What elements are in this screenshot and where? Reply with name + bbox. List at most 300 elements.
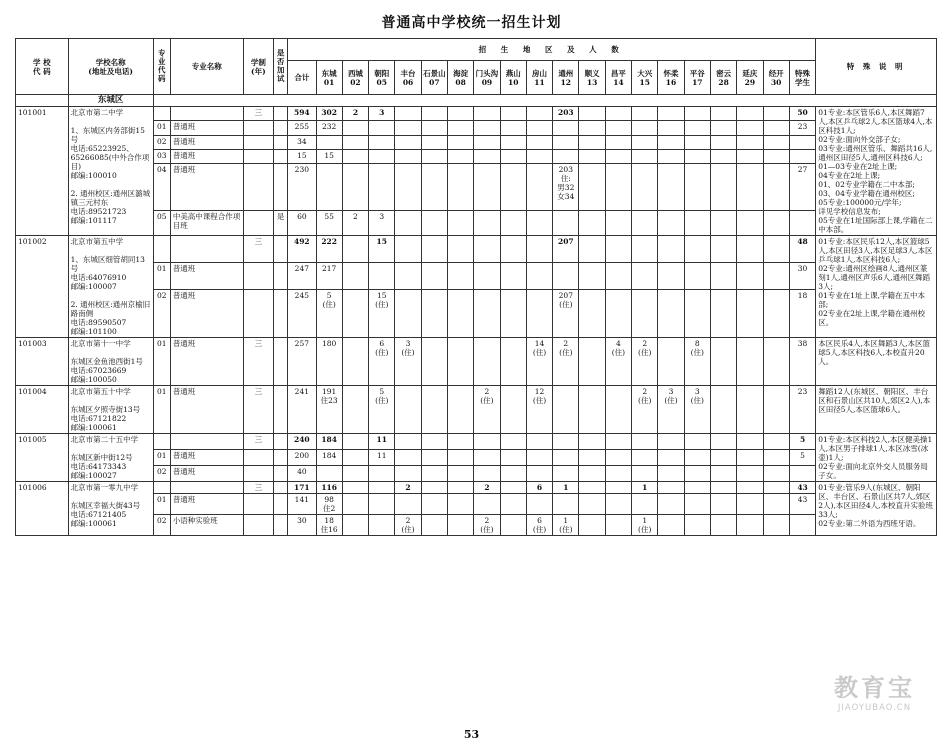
major-name: 普通班 <box>170 338 243 386</box>
district-count-15 <box>632 107 658 121</box>
district-count-09 <box>474 107 500 121</box>
district-count-06 <box>395 450 421 466</box>
district-count-01: 222 <box>316 236 342 263</box>
district-count-07 <box>421 121 447 135</box>
district-count-30 <box>763 121 789 135</box>
district-count-15: 2 (住) <box>632 386 658 434</box>
district-count-28 <box>710 210 736 235</box>
district-count-10 <box>500 482 526 494</box>
district-count-09 <box>474 210 500 235</box>
district-count-12: 203 <box>553 107 579 121</box>
district-count-14 <box>605 210 631 235</box>
district-count-02 <box>342 450 368 466</box>
district-count-09 <box>474 121 500 135</box>
district-count-06 <box>395 236 421 263</box>
district-count-29 <box>737 263 763 290</box>
district-count-07 <box>421 263 447 290</box>
major-name: 普通班 <box>170 263 243 290</box>
major-code: 04 <box>153 164 170 211</box>
district-count-11 <box>526 263 552 290</box>
district-count-13 <box>579 338 605 386</box>
extra-test <box>274 149 288 163</box>
special-students <box>789 515 815 536</box>
extra-test <box>274 121 288 135</box>
major-code: 01 <box>153 121 170 135</box>
table-row <box>16 236 937 263</box>
district-count-29 <box>737 149 763 163</box>
school-length <box>243 149 273 163</box>
district-count-06: 2 <box>395 482 421 494</box>
district-count-01: 116 <box>316 482 342 494</box>
district-count-08 <box>447 466 473 482</box>
district-count-16 <box>658 450 684 466</box>
special-students: 5 <box>789 450 815 466</box>
table-row <box>16 450 937 466</box>
district-count-14 <box>605 149 631 163</box>
school-info: 北京市第一零九中学 东城区幸福大街43号 电话:67121405 邮编:100061 <box>68 482 153 536</box>
district-count-13 <box>579 290 605 338</box>
district-count-12 <box>553 135 579 149</box>
district-count-11 <box>526 210 552 235</box>
school-info: 北京市第五中学 1、东城区细管胡同13号 电话:64076910 邮编:100007 2. 通州校区:通州京榆旧路南侧 电话:89590507 邮编:101100 <box>68 236 153 338</box>
district-count-16 <box>658 482 684 494</box>
district-count-14 <box>605 236 631 263</box>
district-count-28 <box>710 482 736 494</box>
district-count-17 <box>684 107 710 121</box>
header-district-15: 大兴 15 <box>632 61 658 95</box>
district-count-01: 5 (住) <box>316 290 342 338</box>
header-district-09: 门头沟 09 <box>474 61 500 95</box>
district-count-30 <box>763 107 789 121</box>
district-count-28 <box>710 494 736 515</box>
district-count-12: 1 (住) <box>553 515 579 536</box>
district-count-30 <box>763 450 789 466</box>
special-students: 5 <box>789 434 815 450</box>
district-count-14: 4 (住) <box>605 338 631 386</box>
header-district-29: 延庆 29 <box>737 61 763 95</box>
district-count-14 <box>605 121 631 135</box>
district-count-29 <box>737 164 763 211</box>
district-count-05: 6 (住) <box>369 338 395 386</box>
district-count-13 <box>579 210 605 235</box>
district-count-06 <box>395 121 421 135</box>
header-district-11: 房山 11 <box>526 61 552 95</box>
district-count-17 <box>684 263 710 290</box>
special-students <box>789 210 815 235</box>
district-count-15 <box>632 236 658 263</box>
district-count-07 <box>421 386 447 434</box>
district-count-10 <box>500 434 526 450</box>
district-count-12: 207 (住) <box>553 290 579 338</box>
district-count-01: 184 <box>316 450 342 466</box>
total-count: 492 <box>288 236 316 263</box>
district-count-12 <box>553 466 579 482</box>
district-count-16 <box>658 263 684 290</box>
district-count-14 <box>605 135 631 149</box>
district-count-13 <box>579 121 605 135</box>
district-count-17 <box>684 121 710 135</box>
district-count-29 <box>737 135 763 149</box>
district-count-28 <box>710 149 736 163</box>
district-count-07 <box>421 466 447 482</box>
district-count-12 <box>553 149 579 163</box>
district-count-06 <box>395 466 421 482</box>
district-count-01: 184 <box>316 434 342 450</box>
district-count-11: 14 (住) <box>526 338 552 386</box>
district-count-12 <box>553 386 579 434</box>
district-count-14 <box>605 482 631 494</box>
table-row <box>16 515 937 536</box>
district-count-06 <box>395 434 421 450</box>
district-count-07 <box>421 164 447 211</box>
header-major-code: 专业代码 <box>153 39 170 95</box>
district-count-10 <box>500 386 526 434</box>
school-code: 101001 <box>16 107 69 236</box>
district-count-17 <box>684 210 710 235</box>
district-count-05 <box>369 135 395 149</box>
district-count-29 <box>737 515 763 536</box>
district-count-28 <box>710 135 736 149</box>
district-count-08 <box>447 515 473 536</box>
district-count-28 <box>710 450 736 466</box>
table-row <box>16 107 937 121</box>
major-code <box>153 107 170 121</box>
major-name: 小语种实验班 <box>170 515 243 536</box>
school-length: 三 <box>243 338 273 386</box>
district-count-29 <box>737 434 763 450</box>
special-students: 23 <box>789 121 815 135</box>
extra-test: 是 <box>274 210 288 235</box>
extra-test <box>274 494 288 515</box>
special-students: 38 <box>789 338 815 386</box>
header-district-28: 密云 28 <box>710 61 736 95</box>
district-count-16 <box>658 121 684 135</box>
district-count-07 <box>421 494 447 515</box>
district-count-10 <box>500 263 526 290</box>
district-count-30 <box>763 290 789 338</box>
school-code: 101003 <box>16 338 69 386</box>
major-code: 01 <box>153 338 170 386</box>
district-count-17 <box>684 482 710 494</box>
district-count-15 <box>632 210 658 235</box>
major-name: 中美高中课程合作项目班 <box>170 210 243 235</box>
district-count-15 <box>632 450 658 466</box>
header-district-07: 石景山 07 <box>421 61 447 95</box>
school-length <box>243 121 273 135</box>
extra-test <box>274 236 288 263</box>
district-count-13 <box>579 236 605 263</box>
table-row <box>16 164 937 211</box>
district-count-11: 6 <box>526 482 552 494</box>
district-count-28 <box>710 434 736 450</box>
district-count-02 <box>342 494 368 515</box>
district-count-10 <box>500 466 526 482</box>
district-count-10 <box>500 338 526 386</box>
district-count-12 <box>553 210 579 235</box>
total-count: 60 <box>288 210 316 235</box>
district-count-01: 18 住16 <box>316 515 342 536</box>
district-count-28 <box>710 107 736 121</box>
special-students <box>789 466 815 482</box>
district-count-08 <box>447 135 473 149</box>
major-code: 01 <box>153 450 170 466</box>
district-count-05 <box>369 164 395 211</box>
district-count-13 <box>579 107 605 121</box>
district-count-05: 15 (住) <box>369 290 395 338</box>
district-count-02 <box>342 482 368 494</box>
district-count-17 <box>684 494 710 515</box>
district-count-29 <box>737 450 763 466</box>
school-length <box>243 450 273 466</box>
district-count-02 <box>342 515 368 536</box>
district-count-08 <box>447 290 473 338</box>
district-count-07 <box>421 515 447 536</box>
district-count-11: 6 (住) <box>526 515 552 536</box>
district-count-13 <box>579 263 605 290</box>
header-total: 合计 <box>288 61 316 95</box>
district-count-11 <box>526 434 552 450</box>
school-length <box>243 263 273 290</box>
school-length <box>243 494 273 515</box>
district-count-06 <box>395 386 421 434</box>
district-count-15 <box>632 121 658 135</box>
district-count-11 <box>526 149 552 163</box>
table-row <box>16 386 937 434</box>
header-district-title: 招 生 地 区 及 人 数 <box>288 39 816 61</box>
district-count-28 <box>710 515 736 536</box>
district-count-09 <box>474 466 500 482</box>
district-count-14 <box>605 450 631 466</box>
district-count-13 <box>579 515 605 536</box>
district-count-17 <box>684 434 710 450</box>
district-count-01: 217 <box>316 263 342 290</box>
district-count-06: 2 (住) <box>395 515 421 536</box>
school-length <box>243 210 273 235</box>
district-count-08 <box>447 338 473 386</box>
district-count-09 <box>474 434 500 450</box>
table-row <box>16 466 937 482</box>
district-count-14 <box>605 466 631 482</box>
district-count-12 <box>553 263 579 290</box>
major-name: 普通班 <box>170 290 243 338</box>
district-count-06 <box>395 210 421 235</box>
total-count: 30 <box>288 515 316 536</box>
extra-test <box>274 482 288 494</box>
district-count-07 <box>421 434 447 450</box>
district-count-12: 1 <box>553 482 579 494</box>
school-length <box>243 135 273 149</box>
header-district-05: 朝阳 05 <box>369 61 395 95</box>
district-count-05 <box>369 466 395 482</box>
total-count: 255 <box>288 121 316 135</box>
special-students: 43 <box>789 482 815 494</box>
enrollment-plan-table <box>15 38 937 536</box>
total-count: 594 <box>288 107 316 121</box>
district-count-09: 2 <box>474 482 500 494</box>
special-notes: 01专业:本区科技2人,本区健美操1人,本区男子排球1人,本区冰雪(冰壶)1人; 02专业:面向北京外交人员服务局子女。 <box>816 434 937 482</box>
major-code: 01 <box>153 263 170 290</box>
district-count-02 <box>342 236 368 263</box>
district-count-10 <box>500 494 526 515</box>
district-count-09 <box>474 290 500 338</box>
district-count-13 <box>579 135 605 149</box>
district-count-09 <box>474 149 500 163</box>
header-district-17: 平谷 17 <box>684 61 710 95</box>
major-name: 普通班 <box>170 135 243 149</box>
special-students: 30 <box>789 263 815 290</box>
district-count-01 <box>316 466 342 482</box>
header-district-10: 燕山 10 <box>500 61 526 95</box>
table-row <box>16 263 937 290</box>
page-title: 普通高中学校统一招生计划 <box>381 15 562 31</box>
major-name: 普通班 <box>170 466 243 482</box>
district-count-16 <box>658 494 684 515</box>
special-students: 27 <box>789 164 815 211</box>
district-count-08 <box>447 386 473 434</box>
district-count-08 <box>447 210 473 235</box>
district-count-01: 191 住23 <box>316 386 342 434</box>
district-count-12: 2 (住) <box>553 338 579 386</box>
header-school-code: 学 校 代 码 <box>16 39 69 95</box>
major-name: 普通班 <box>170 164 243 211</box>
district-count-01: 180 <box>316 338 342 386</box>
district-count-29 <box>737 290 763 338</box>
district-count-08 <box>447 121 473 135</box>
district-count-29 <box>737 121 763 135</box>
district-count-30 <box>763 135 789 149</box>
district-count-10 <box>500 135 526 149</box>
district-count-30 <box>763 494 789 515</box>
header-school-name: 学校名称 (地址及电话) <box>68 39 153 95</box>
district-count-05: 3 <box>369 107 395 121</box>
district-count-29 <box>737 494 763 515</box>
district-count-05 <box>369 263 395 290</box>
school-length <box>243 515 273 536</box>
district-count-29 <box>737 466 763 482</box>
district-section-label: 东城区 <box>68 95 153 107</box>
district-count-13 <box>579 149 605 163</box>
district-count-05 <box>369 149 395 163</box>
district-count-01 <box>316 164 342 211</box>
district-count-17: 3 (住) <box>684 386 710 434</box>
school-length: 三 <box>243 434 273 450</box>
major-code: 02 <box>153 135 170 149</box>
district-count-11 <box>526 290 552 338</box>
major-code: 01 <box>153 386 170 434</box>
header-special-students: 特殊 学生 <box>789 61 815 95</box>
table-row <box>16 121 937 135</box>
district-count-29 <box>737 107 763 121</box>
district-count-16 <box>658 164 684 211</box>
district-count-11 <box>526 494 552 515</box>
district-count-13 <box>579 494 605 515</box>
district-count-01 <box>316 135 342 149</box>
district-count-15 <box>632 263 658 290</box>
header-district-01: 东城 01 <box>316 61 342 95</box>
major-code: 01 <box>153 494 170 515</box>
district-count-28 <box>710 338 736 386</box>
district-count-09 <box>474 135 500 149</box>
header-district-02: 西城 02 <box>342 61 368 95</box>
district-count-15 <box>632 494 658 515</box>
district-count-12 <box>553 494 579 515</box>
table-row <box>16 338 937 386</box>
district-count-11 <box>526 466 552 482</box>
district-count-07 <box>421 149 447 163</box>
district-count-29 <box>737 210 763 235</box>
district-count-02 <box>342 434 368 450</box>
district-count-06 <box>395 135 421 149</box>
major-code: 05 <box>153 210 170 235</box>
district-count-30 <box>763 466 789 482</box>
district-count-16 <box>658 466 684 482</box>
district-count-05: 15 <box>369 236 395 263</box>
district-count-12: 203 住: 男32 女34 <box>553 164 579 211</box>
district-count-30 <box>763 164 789 211</box>
district-count-05 <box>369 121 395 135</box>
district-count-28 <box>710 121 736 135</box>
district-count-16 <box>658 149 684 163</box>
district-section-blank <box>16 95 69 107</box>
table-row <box>16 434 937 450</box>
district-count-28 <box>710 386 736 434</box>
header-district-12: 通州 12 <box>553 61 579 95</box>
district-count-02 <box>342 466 368 482</box>
district-count-29 <box>737 482 763 494</box>
table-row <box>16 290 937 338</box>
district-count-14 <box>605 434 631 450</box>
watermark <box>812 668 937 713</box>
district-section-row <box>16 95 937 107</box>
district-count-02 <box>342 121 368 135</box>
page-number: 53 <box>463 728 480 741</box>
school-length: 三 <box>243 236 273 263</box>
district-count-05: 5 (住) <box>369 386 395 434</box>
table-row <box>16 135 937 149</box>
district-count-10 <box>500 164 526 211</box>
district-count-13 <box>579 450 605 466</box>
district-count-28 <box>710 164 736 211</box>
school-info: 北京市第二中学 1、东城区内务部街15号 电话:65223925、65266085(中外合作项目) 邮编:100010 2. 通州校区:通州区潞城镇三元村东 电话:89521723 邮编:101117 <box>68 107 153 236</box>
district-count-09 <box>474 338 500 386</box>
special-notes: 本区民乐4人,本区舞蹈3人,本区篮球5人,本区科技6人,本校直升20人。 <box>816 338 937 386</box>
district-section-fill <box>153 95 936 107</box>
district-count-11 <box>526 164 552 211</box>
total-count: 241 <box>288 386 316 434</box>
district-count-29 <box>737 236 763 263</box>
extra-test <box>274 386 288 434</box>
extra-test <box>274 164 288 211</box>
header-district-30: 经开 30 <box>763 61 789 95</box>
district-count-17 <box>684 515 710 536</box>
special-notes: 01专业:本区民乐12人,本区篮球5人,本区田径3人,本区足球3人,本区乒乓球1人,本区科技6人; 02专业:通州区绘画8人,通州区篆刻1人,通州区声乐6人,通州区舞蹈3人; 01专业在1址上课,学籍在五中本部; 02专业在2址上课,学籍在通州校区。 <box>816 236 937 338</box>
extra-test <box>274 263 288 290</box>
district-count-09 <box>474 450 500 466</box>
extra-test <box>274 515 288 536</box>
district-count-08 <box>447 450 473 466</box>
district-count-08 <box>447 482 473 494</box>
district-count-01: 55 <box>316 210 342 235</box>
district-count-07 <box>421 450 447 466</box>
table-row <box>16 210 937 235</box>
major-code <box>153 482 170 494</box>
school-length <box>243 164 273 211</box>
header-extra-test: 是否加试 <box>274 39 288 95</box>
district-count-08 <box>447 164 473 211</box>
district-count-08 <box>447 263 473 290</box>
district-count-15 <box>632 466 658 482</box>
district-count-09 <box>474 494 500 515</box>
